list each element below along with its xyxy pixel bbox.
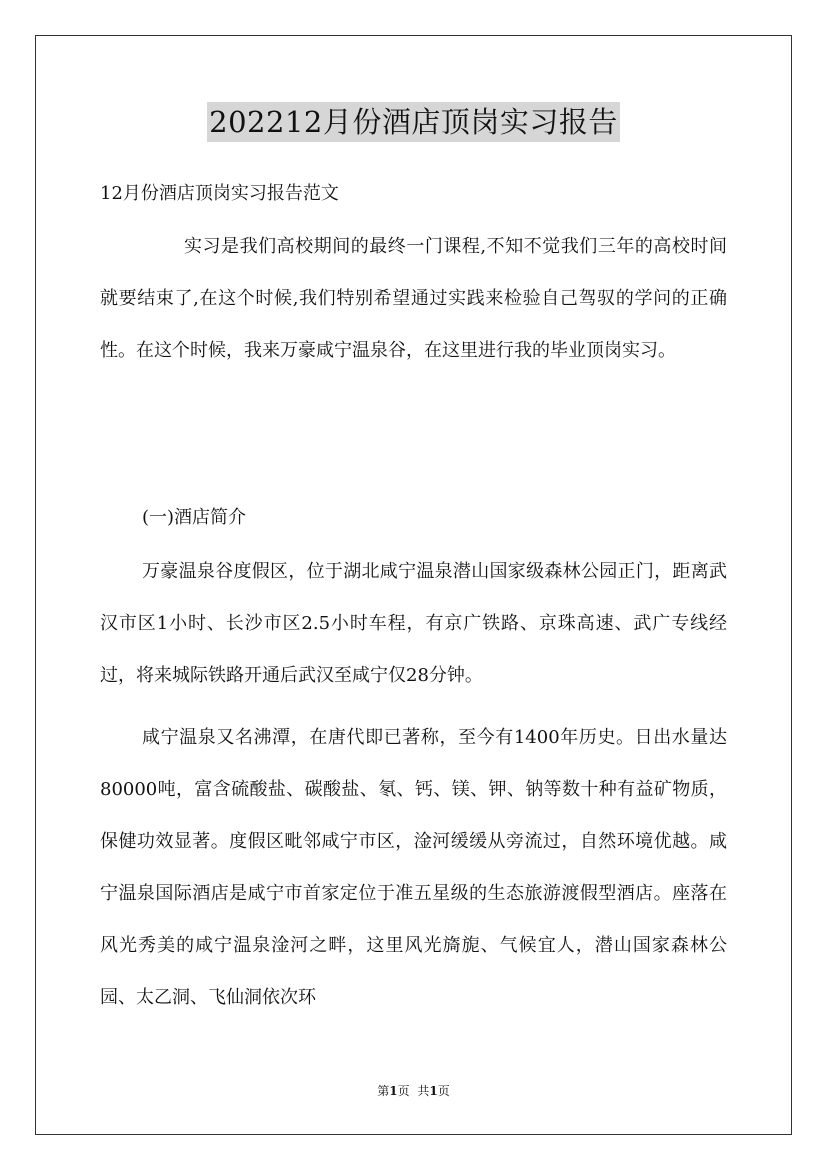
intro-paragraph: 实习是我们高校期间的最终一门课程,不知不觉我们三年的高校时间就要结束了,在这个时候,我们特别希望通过实践来检验自己驾驭的学问的正确性。在这个时候，我来万豪咸宁温泉谷，在这里进行我的毕业顶岗实习。 — [100, 236, 727, 361]
location-paragraph: 万豪温泉谷度假区，位于湖北咸宁温泉潜山国家级森林公园正门，距离武汉市区1小时、长沙市区2.5小时车程，有京广铁路、京珠高速、武广专线经过，将来城际铁路开通后武汉至咸宁仅28分钟。 — [100, 561, 727, 686]
page-suffix: 页 — [397, 1084, 410, 1098]
total-prefix: 共 — [417, 1084, 430, 1098]
page-number: 1 — [389, 1084, 398, 1098]
page-footer — [0, 1083, 827, 1099]
title-container — [0, 102, 827, 142]
page-prefix: 第 — [377, 1084, 390, 1098]
total-suffix: 页 — [437, 1084, 450, 1098]
section-heading-hotel-intro: (一)酒店简介 — [142, 507, 247, 528]
total-pages: 1 — [429, 1084, 438, 1098]
document-title: 202212月份酒店顶岗实习报告 — [207, 102, 620, 142]
history-paragraph: 咸宁温泉又名沸潭，在唐代即已著称，至今有1400年历史。日出水量达80000吨，富含硫酸盐、碳酸盐、氡、钙、镁、钾、钠等数十种有益矿物质，保健功效显著。度假区毗邻咸宁市区，淦河缓缓从旁流过，自然环境优越。咸宁温泉国际酒店是咸宁市首家定位于准五星级的生态旅游渡假型酒店。座落在风光秀美的咸宁温泉淦河之畔，这里风光旖旎、气候宜人，潜山国家森林公园、太乙洞、飞仙洞依次环 — [100, 727, 727, 1008]
document-subtitle: 12月份酒店顶岗实习报告范文 — [100, 183, 339, 204]
